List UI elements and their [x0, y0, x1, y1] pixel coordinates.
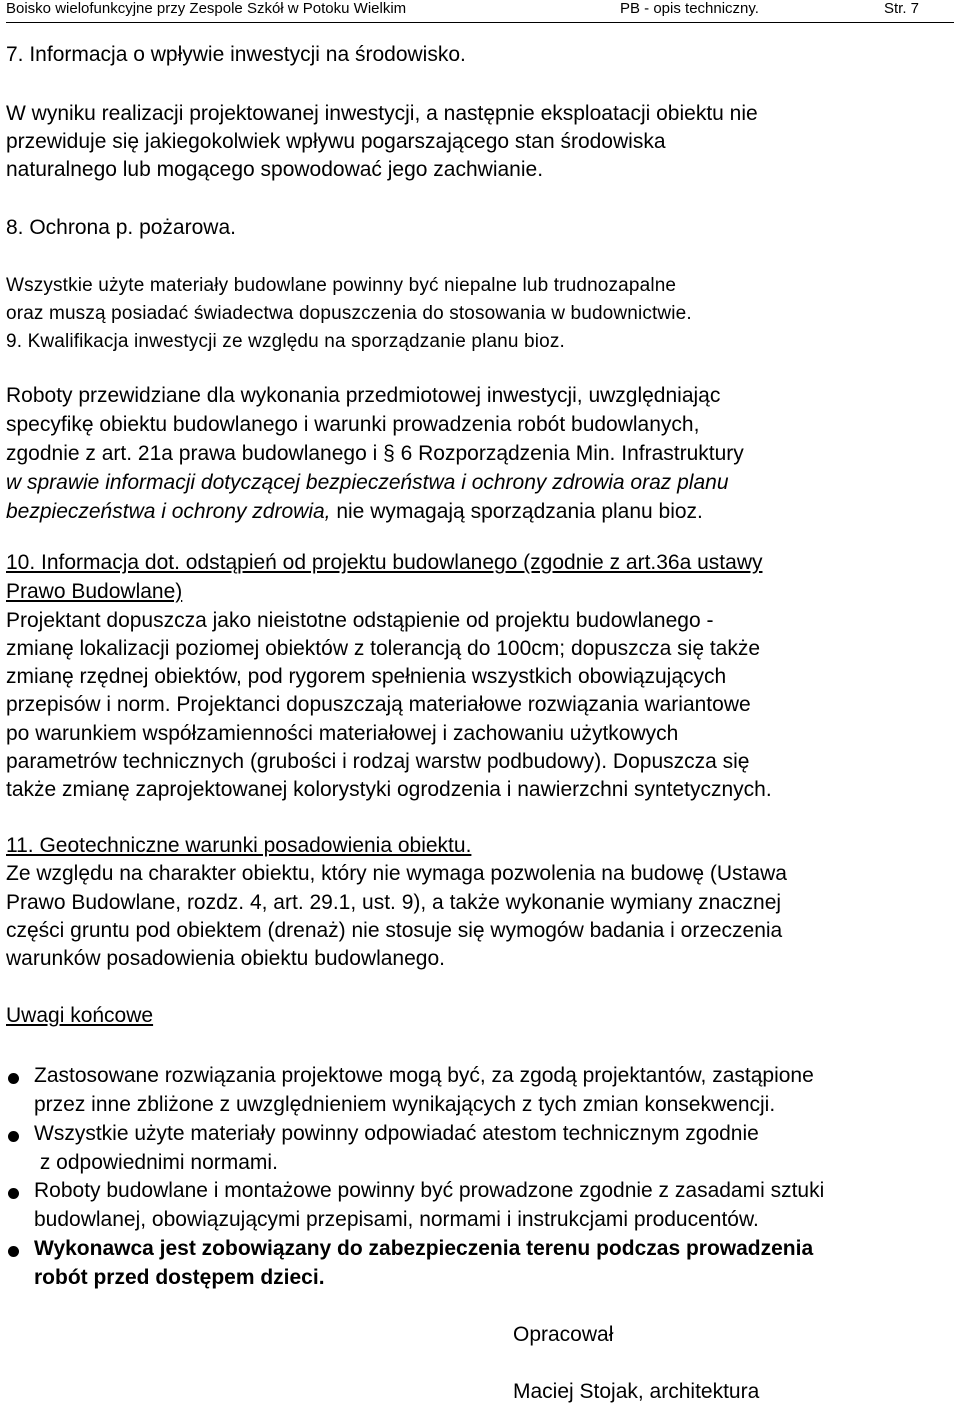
- remark-line: Wszystkie użyte materiały powinny odpowiadać atestom technicznym zgodnie: [34, 1122, 759, 1145]
- section-9-italic-text: w sprawie informacji dotyczącej bezpieczeństwa i ochrony zdrowia oraz planu: [6, 471, 729, 494]
- remark-line-bold: Wykonawca jest zobowiązany do zabezpieczenia terenu podczas prowadzenia: [34, 1237, 814, 1260]
- section-7-title: 7. Informacja o wpływie inwestycji na środowisko.: [6, 43, 466, 66]
- section-11-title: 11. Geotechniczne warunki posadowienia obiektu.: [6, 834, 472, 857]
- section-10-title: Prawo Budowlane): [6, 580, 183, 603]
- remarks-title: Uwagi końcowe: [6, 1004, 154, 1027]
- bullet-icon: [8, 1073, 19, 1084]
- section-10-title: 10. Informacja dot. odstąpień od projektu budowlanego (zgodnie z art.36a ustawy: [6, 551, 763, 574]
- section-9-line: [6, 471, 729, 495]
- section-9-line: [6, 442, 744, 466]
- remark-line-bold: robót przed dostępem dzieci.: [34, 1266, 325, 1289]
- section-8-title: 8. Ochrona p. pożarowa.: [6, 216, 236, 239]
- bullet-icon: [8, 1131, 19, 1142]
- section-10-line: przepisów i norm. Projektanci dopuszczają materiałowe rozwiązania wariantowe: [6, 693, 751, 716]
- section-8-line: Wszystkie użyte materiały budowlane powinny być niepalne lub trudnozapalne: [6, 275, 677, 296]
- section-9-line: [6, 500, 703, 524]
- section-10-line: po warunkiem współzamienności materiałowej i zachowaniu użytkowych: [6, 722, 679, 745]
- remark-line: przez inne zbliżone z uwzględnieniem wynikających z tych zmian konsekwencji.: [34, 1093, 776, 1116]
- section-9-text: 6 Rozporządzenia Min. Infrastruktury: [394, 442, 744, 465]
- section-9-line: specyfikę obiektu budowlanego i warunki prowadzenia robót budowlanych,: [6, 413, 700, 436]
- remark-line: z odpowiednimi normami.: [34, 1151, 278, 1174]
- header-page-number: Str. 7: [884, 0, 920, 17]
- signature-label: Opracował: [513, 1323, 614, 1346]
- remark-line: budowlanej, obowiązującymi przepisami, normami i instrukcjami producentów.: [34, 1208, 759, 1231]
- section-10-line: zmianę rzędnej obiektów, pod rygorem spełnienia wszystkich obowiązujących: [6, 665, 727, 688]
- section-8-line: oraz muszą posiadać świadectwa dopuszczenia do stosowania w budownictwie.: [6, 303, 692, 324]
- section-11-line: części gruntu pod obiektem (drenaż) nie stosuje się wymogów badania i orzeczenia: [6, 919, 783, 942]
- remark-line: Roboty budowlane i montażowe powinny być prowadzone zgodnie z zasadami sztuki: [34, 1179, 825, 1202]
- section-11-line: Ze względu na charakter obiektu, który nie wymaga pozwolenia na budowę (Ustawa: [6, 862, 787, 885]
- paragraph-symbol: §: [383, 442, 395, 465]
- bullet-icon: [8, 1246, 19, 1257]
- section-10-line: zmianę lokalizacji poziomej obiektów z tolerancją do 100cm; dopuszcza się także: [6, 637, 761, 660]
- section-11-line: warunków posadowienia obiektu budowlanego.: [6, 947, 445, 970]
- section-10-line: parametrów technicznych (grubości i rodzaj warstw podbudowy). Dopuszcza się: [6, 750, 750, 773]
- section-9-title: 9. Kwalifikacja inwestycji ze względu na sporządzanie planu bioz.: [6, 331, 565, 352]
- section-7-line: przewiduje się jakiegokolwiek wpływu pogarszającego stan środowiska: [6, 130, 666, 153]
- section-9-line: Roboty przewidziane dla wykonania przedmiotowej inwestycji, uwzględniając: [6, 384, 721, 407]
- section-9-italic-text: bezpieczeństwa i ochrony zdrowia,: [6, 500, 331, 523]
- section-11-line: Prawo Budowlane, rozdz. 4, art. 29.1, ust. 9), a także wykonanie wymiany znacznej: [6, 891, 782, 914]
- bullet-icon: [8, 1188, 19, 1199]
- section-10-line: Projektant dopuszcza jako nieistotne odstąpienie od projektu budowlanego -: [6, 609, 714, 632]
- section-7-line: naturalnego lub mogącego spowodować jego zachwianie.: [6, 158, 544, 181]
- remark-line: Zastosowane rozwiązania projektowe mogą być, za zgodą projektantów, zastąpione: [34, 1064, 814, 1087]
- section-9-text: nie wymagają sporządzania planu bioz.: [330, 500, 703, 523]
- section-9-text: zgodnie z art. 21a prawa budowlanego i: [6, 442, 384, 465]
- page-header: [6, 0, 954, 23]
- section-10-line: także zmianę zaprojektowanej kolorystyki ogrodzenia i nawierzchni syntetycznych.: [6, 778, 772, 801]
- header-project: Boisko wielofunkcyjne przy Zespole Szkół w Potoku Wielkim: [6, 0, 407, 17]
- section-7-line: W wyniku realizacji projektowanej inwestycji, a następnie eksploatacji obiektu nie: [6, 102, 758, 125]
- signature-name: Maciej Stojak, architektura: [513, 1380, 760, 1403]
- header-doc-type: PB - opis techniczny.: [620, 0, 759, 17]
